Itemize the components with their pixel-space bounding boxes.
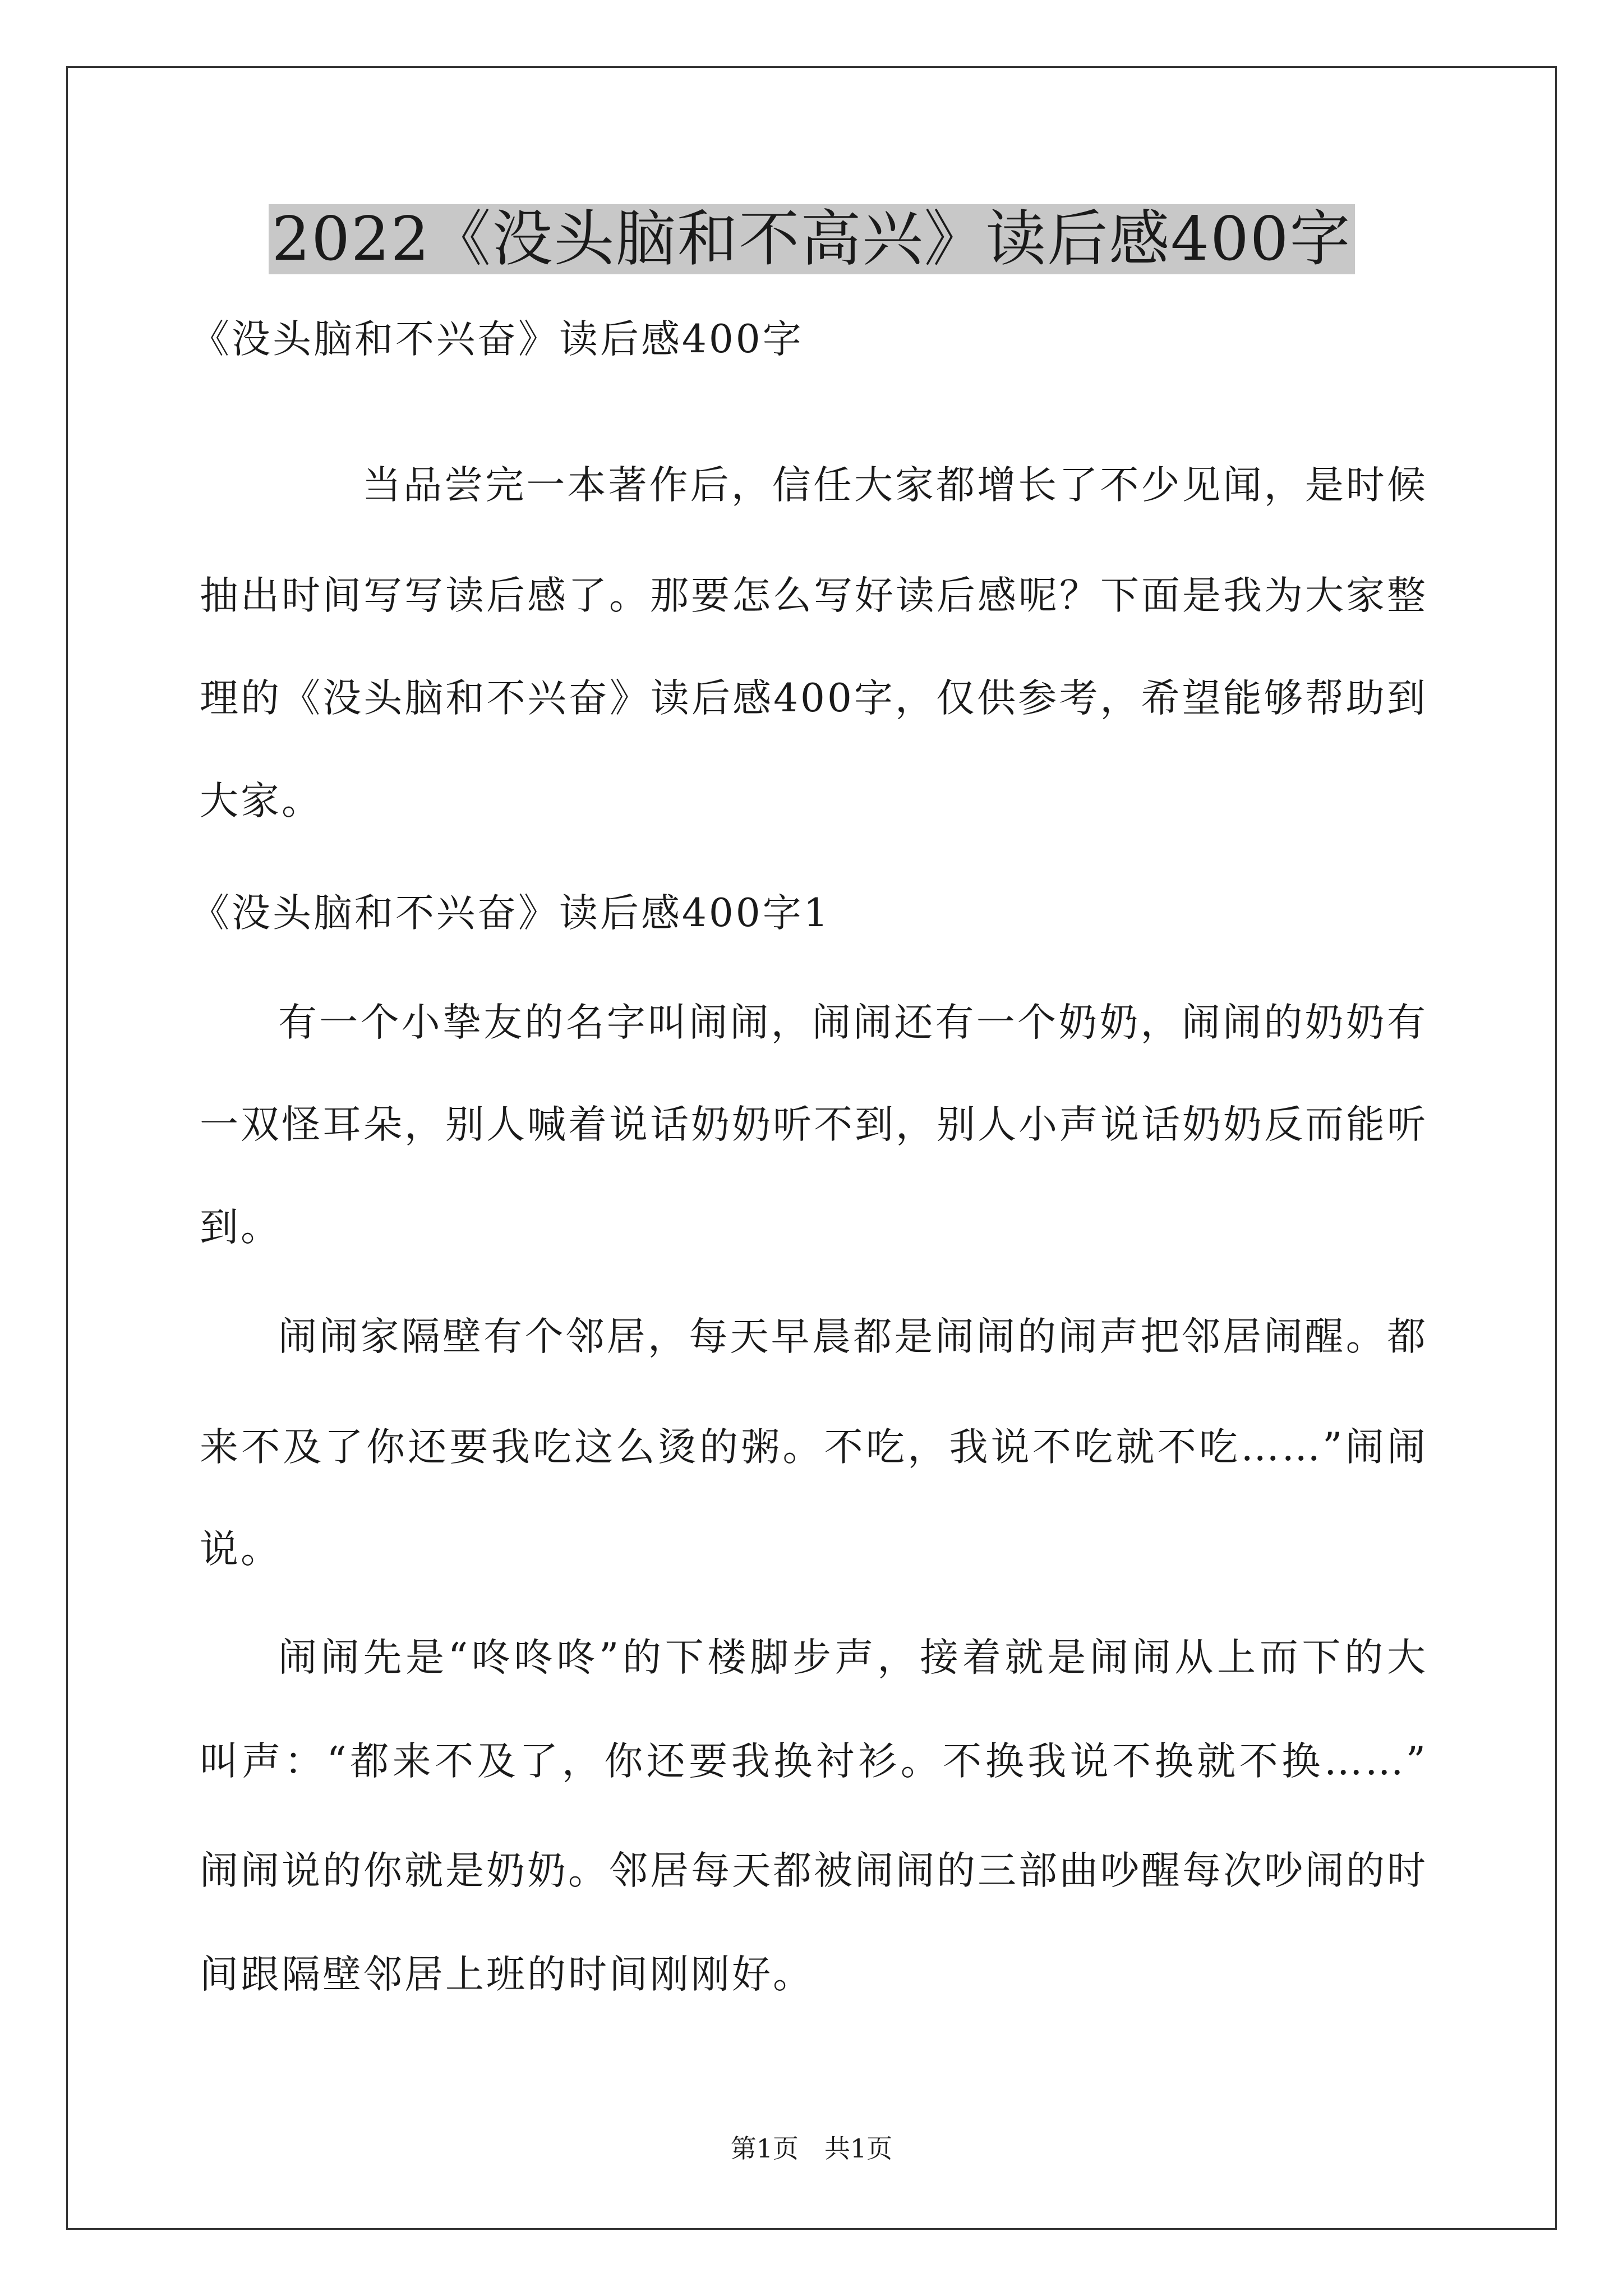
paragraph-line: 来不及了你还要我吃这么烫的粥。不吃，我说不吃就不吃……”闹闹 (200, 1425, 1428, 1470)
paragraph-line: 到。 (200, 1205, 282, 1250)
paragraph-line: 闹闹先是“咚咚咚”的下楼脚步声，接着就是闹闹从上而下的大 (278, 1635, 1428, 1680)
paragraph-line: 有一个小挚友的名字叫闹闹，闹闹还有一个奶奶，闹闹的奶奶有 (278, 1000, 1428, 1045)
paragraph-line: 间跟隔壁邻居上班的时间刚刚好。 (200, 1952, 814, 1997)
paragraph-line: 叫声：“都来不及了，你还要我换衬衫。不换我说不换就不换……” (200, 1739, 1428, 1784)
document-title (0, 197, 1623, 282)
intro-line: 大家。 (200, 779, 322, 823)
intro-line: 抽出时间写写读后感了。那要怎么写好读后感呢？下面是我为大家整 (200, 573, 1428, 618)
intro-line: 当品尝完一本著作后，信任大家都增长了不少见闻，是时候 (362, 463, 1428, 508)
paragraph-line: 闹闹家隔壁有个邻居，每天早晨都是闹闹的闹声把邻居闹醒。都 (278, 1314, 1428, 1359)
paragraph-line: 一双怪耳朵，别人喊着说话奶奶听不到，别人小声说话奶奶反而能听 (200, 1102, 1428, 1147)
subtitle: 《没头脑和不兴奋》读后感400字 (191, 317, 804, 362)
document-title-text: 2022《没头脑和不高兴》读后感400字 (269, 204, 1355, 274)
page-footer: 第1页 共1页 (730, 2133, 893, 2164)
intro-line: 理的《没头脑和不兴奋》读后感400字，仅供参考，希望能够帮助到 (200, 676, 1428, 721)
paragraph-line: 说。 (200, 1527, 282, 1572)
paragraph-line: 闹闹说的你就是奶奶。邻居每天都被闹闹的三部曲吵醒每次吵闹的时 (200, 1848, 1428, 1893)
section-heading: 《没头脑和不兴奋》读后感400字1 (191, 891, 831, 936)
